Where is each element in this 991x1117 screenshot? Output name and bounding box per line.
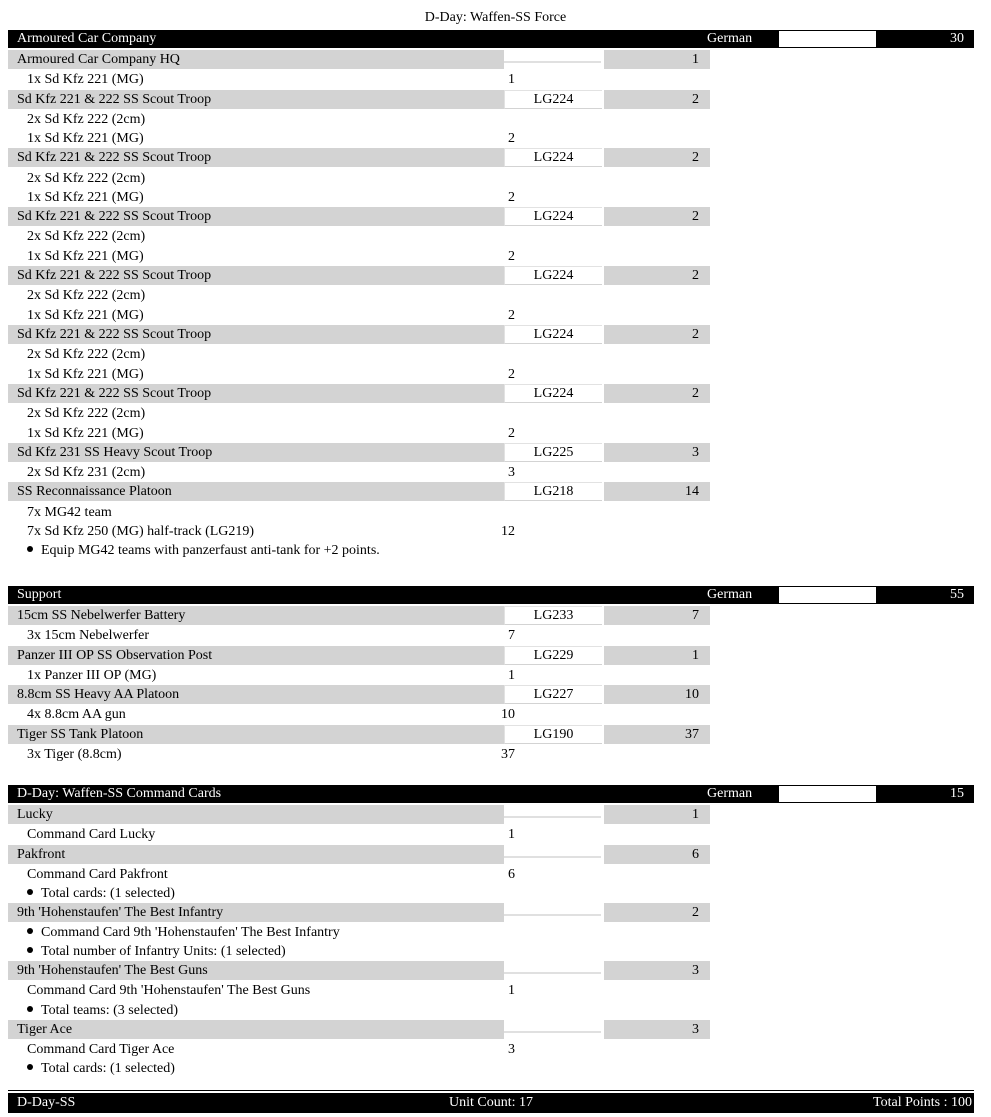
- unit-row: [8, 961, 974, 980]
- unit-points: 37: [685, 726, 699, 742]
- section-header: [8, 586, 974, 604]
- section-spacer-box: [779, 786, 876, 802]
- unit-option-points: 2: [508, 307, 515, 323]
- unit-option: 1x Sd Kfz 221 (MG): [27, 72, 144, 88]
- bullet-icon: [27, 928, 33, 934]
- unit-name: 9th 'Hohenstaufen' The Best Infantry: [17, 905, 224, 920]
- bullet-icon: [27, 889, 33, 895]
- section-points: 15: [950, 786, 964, 801]
- unit-points-cell: [604, 325, 710, 344]
- unit-points: 2: [692, 209, 699, 225]
- unit-option: 1x Panzer III OP (MG): [27, 667, 157, 683]
- unit-name: Sd Kfz 231 SS Heavy Scout Troop: [17, 444, 213, 460]
- unit-row: [8, 606, 974, 625]
- unit-option: 2x Sd Kfz 222 (2cm): [27, 229, 146, 245]
- unit-option: 2x Sd Kfz 231 (2cm): [27, 465, 146, 480]
- unit-note-text: Total number of Infantry Units: (1 selected): [41, 944, 286, 960]
- unit-name: Pakfront: [17, 846, 66, 862]
- bullet-icon: [27, 1064, 33, 1070]
- unit-name-bar: [8, 266, 504, 285]
- section-spacer-box: [779, 31, 876, 47]
- section-spacer-box: [779, 587, 876, 603]
- unit-note: [27, 541, 380, 560]
- unit-card-code: LG224: [504, 148, 602, 167]
- unit-points: 10: [685, 687, 699, 702]
- unit-points-cell: [604, 384, 710, 403]
- unit-name: Tiger Ace: [17, 1021, 73, 1037]
- unit-option-points: 2: [508, 425, 515, 441]
- unit-card-code: LG233: [504, 606, 602, 625]
- unit-name: SS Reconnaissance Platoon: [17, 484, 172, 500]
- section-nation: German: [707, 31, 753, 46]
- unit-row: [8, 443, 974, 462]
- unit-points-cell: [604, 961, 710, 980]
- unit-points-cell: [604, 482, 710, 501]
- unit-points: 14: [685, 484, 699, 500]
- unit-note: [27, 1001, 178, 1020]
- unit-option-points: 2: [508, 131, 515, 146]
- unit-note-text: Total cards: (1 selected): [41, 1061, 175, 1077]
- unit-row: [8, 90, 974, 109]
- unit-row: [8, 207, 974, 226]
- unit-option-points: 37: [501, 746, 515, 762]
- unit-points: 2: [692, 150, 699, 166]
- unit-name-bar: [8, 903, 504, 922]
- footer-total-points: Total Points : 100: [873, 1095, 972, 1110]
- unit-card-code: [504, 967, 601, 974]
- unit-note: [27, 1059, 175, 1078]
- unit-option-points: 2: [508, 366, 515, 382]
- unit-option: 2x Sd Kfz 222 (2cm): [27, 111, 146, 127]
- section-points: 30: [950, 31, 964, 46]
- unit-points: 2: [692, 386, 699, 401]
- unit-card-code: [504, 909, 601, 916]
- unit-name-bar: [8, 443, 504, 462]
- unit-row: [8, 725, 974, 744]
- unit-option: 2x Sd Kfz 222 (2cm): [27, 170, 146, 186]
- unit-option: 1x Sd Kfz 221 (MG): [27, 425, 144, 441]
- unit-name: Sd Kfz 221 & 222 SS Scout Troop: [17, 268, 212, 284]
- unit-name: Tiger SS Tank Platoon: [17, 726, 144, 742]
- unit-card-code: [504, 811, 601, 818]
- unit-name-bar: [8, 961, 504, 980]
- unit-card-code: LG224: [504, 325, 602, 344]
- unit-points-cell: [604, 606, 710, 625]
- unit-name-bar: [8, 325, 504, 344]
- unit-note-text: Total teams: (3 selected): [41, 1002, 179, 1018]
- unit-note-text: Command Card 9th 'Hohenstaufen' The Best Infantry: [41, 925, 340, 941]
- unit-points: 2: [692, 905, 699, 920]
- unit-name-bar: [8, 606, 504, 625]
- unit-option: 1x Sd Kfz 221 (MG): [27, 248, 144, 264]
- unit-points: 3: [692, 444, 699, 460]
- unit-name-bar: [8, 384, 504, 403]
- section-points: 55: [950, 587, 964, 602]
- unit-option-points: 3: [508, 1041, 515, 1057]
- unit-points-cell: [604, 207, 710, 226]
- unit-name: Sd Kfz 221 & 222 SS Scout Troop: [17, 327, 212, 343]
- unit-card-code: [504, 851, 601, 858]
- unit-name-bar: [8, 685, 504, 704]
- section-name: Support: [17, 587, 62, 602]
- footer-unit-count: Unit Count: 17: [448, 1095, 533, 1110]
- unit-name-bar: [8, 482, 504, 501]
- unit-card-code: LG224: [504, 90, 602, 109]
- unit-option-points: 1: [508, 72, 515, 88]
- unit-row: [8, 50, 974, 69]
- unit-option-points: 1: [508, 983, 515, 999]
- unit-card-code: LG224: [504, 384, 602, 403]
- unit-option: Command Card Lucky: [27, 827, 156, 843]
- section-nation: German: [707, 786, 753, 801]
- unit-points-cell: [604, 805, 710, 824]
- unit-points: 2: [692, 327, 699, 343]
- unit-name: Sd Kfz 221 & 222 SS Scout Troop: [17, 150, 212, 166]
- section-nation: German: [707, 587, 753, 602]
- unit-row: [8, 1020, 974, 1039]
- unit-option: 2x Sd Kfz 222 (2cm): [27, 288, 146, 304]
- unit-name: Lucky: [17, 807, 53, 822]
- unit-option-points: 6: [508, 866, 515, 882]
- unit-option-points: 3: [508, 465, 515, 480]
- unit-name-bar: [8, 148, 504, 167]
- unit-option-points: 1: [508, 667, 515, 683]
- unit-name: Panzer III OP SS Observation Post: [17, 647, 213, 663]
- bullet-icon: [27, 546, 33, 552]
- bullet-icon: [27, 947, 33, 953]
- unit-name-bar: [8, 50, 504, 69]
- unit-name: Sd Kfz 221 & 222 SS Scout Troop: [17, 386, 212, 401]
- unit-points: 1: [692, 807, 699, 822]
- section-header: [8, 30, 974, 48]
- unit-points-cell: [604, 685, 710, 704]
- unit-option: 1x Sd Kfz 221 (MG): [27, 366, 144, 382]
- footer-bar: [8, 1093, 974, 1113]
- unit-option-points: 12: [501, 523, 515, 539]
- unit-option: 1x Sd Kfz 221 (MG): [27, 189, 144, 205]
- unit-points-cell: [604, 845, 710, 864]
- unit-name-bar: [8, 1020, 504, 1039]
- unit-card-code: LG229: [504, 646, 602, 665]
- unit-option: 1x Sd Kfz 221 (MG): [27, 307, 144, 323]
- unit-row: [8, 325, 974, 344]
- unit-option: 3x 15cm Nebelwerfer: [27, 628, 150, 644]
- unit-points: 6: [692, 846, 699, 862]
- unit-card-code: LG225: [504, 443, 602, 462]
- unit-card-code: [504, 56, 601, 63]
- footer-force-name: D-Day-SS: [17, 1095, 76, 1110]
- unit-points-cell: [604, 443, 710, 462]
- unit-option: Command Card Tiger Ace: [27, 1041, 175, 1057]
- unit-row: [8, 805, 974, 824]
- unit-option-points: 10: [501, 707, 515, 723]
- unit-points-cell: [604, 646, 710, 665]
- bullet-icon: [27, 1006, 33, 1012]
- unit-note-text: Total cards: (1 selected): [41, 886, 175, 901]
- unit-row: [8, 148, 974, 167]
- footer-divider: [8, 1090, 974, 1091]
- unit-points-cell: [604, 1020, 710, 1039]
- unit-card-code: [504, 1026, 601, 1033]
- page-title: D-Day: Waffen-SS Force: [424, 10, 567, 25]
- unit-option: Command Card Pakfront: [27, 866, 168, 882]
- unit-points: 3: [692, 1021, 699, 1037]
- section-name: Armoured Car Company: [17, 31, 157, 46]
- unit-note-text: Equip MG42 teams with panzerfaust anti-tank for +2 points.: [41, 543, 380, 559]
- unit-option: 2x Sd Kfz 222 (2cm): [27, 406, 146, 422]
- unit-name-bar: [8, 805, 504, 824]
- unit-option-points: 1: [508, 827, 515, 843]
- unit-card-code: LG218: [504, 482, 602, 501]
- unit-note: [27, 923, 340, 942]
- section-header: [8, 785, 974, 803]
- unit-option: 3x Tiger (8.8cm): [27, 746, 122, 762]
- unit-name-bar: [8, 725, 504, 744]
- unit-row: [8, 482, 974, 501]
- unit-name-bar: [8, 646, 504, 665]
- unit-points: 3: [692, 963, 699, 979]
- unit-points-cell: [604, 725, 710, 744]
- unit-points-cell: [604, 148, 710, 167]
- unit-points-cell: [604, 50, 710, 69]
- unit-points-cell: [604, 90, 710, 109]
- unit-row: [8, 903, 974, 922]
- unit-row: [8, 384, 974, 403]
- unit-name-bar: [8, 845, 504, 864]
- unit-row: [8, 685, 974, 704]
- unit-points: 2: [692, 91, 699, 107]
- unit-option: 7x Sd Kfz 250 (MG) half-track (LG219): [27, 523, 255, 539]
- unit-name-bar: [8, 207, 504, 226]
- unit-card-code: LG227: [504, 685, 602, 704]
- unit-option: 2x Sd Kfz 222 (2cm): [27, 347, 146, 363]
- unit-name: Armoured Car Company HQ: [17, 52, 180, 67]
- unit-points: 7: [692, 608, 699, 623]
- unit-points: 2: [692, 268, 699, 284]
- unit-option: 4x 8.8cm AA gun: [27, 707, 126, 723]
- unit-name: Sd Kfz 221 & 222 SS Scout Troop: [17, 91, 212, 107]
- unit-note: [27, 942, 286, 961]
- unit-option: 7x MG42 team: [27, 504, 112, 520]
- unit-row: [8, 266, 974, 285]
- unit-name: Sd Kfz 221 & 222 SS Scout Troop: [17, 209, 212, 225]
- unit-option-points: 2: [508, 248, 515, 264]
- unit-option: Command Card 9th 'Hohenstaufen' The Best Guns: [27, 983, 311, 999]
- unit-note: [27, 884, 175, 903]
- unit-option: 1x Sd Kfz 221 (MG): [27, 131, 144, 146]
- unit-name: 8.8cm SS Heavy AA Platoon: [17, 687, 180, 702]
- unit-name: 9th 'Hohenstaufen' The Best Guns: [17, 963, 208, 979]
- unit-points-cell: [604, 903, 710, 922]
- unit-row: [8, 845, 974, 864]
- unit-option-points: 2: [508, 189, 515, 205]
- section-name: D-Day: Waffen-SS Command Cards: [17, 786, 222, 801]
- unit-card-code: LG190: [504, 725, 602, 744]
- unit-card-code: LG224: [504, 266, 602, 285]
- unit-points-cell: [604, 266, 710, 285]
- unit-points: 1: [692, 647, 699, 663]
- unit-name: 15cm SS Nebelwerfer Battery: [17, 608, 186, 623]
- unit-option-points: 7: [508, 628, 515, 644]
- unit-points: 1: [692, 52, 699, 67]
- unit-name-bar: [8, 90, 504, 109]
- unit-row: [8, 646, 974, 665]
- unit-card-code: LG224: [504, 207, 602, 226]
